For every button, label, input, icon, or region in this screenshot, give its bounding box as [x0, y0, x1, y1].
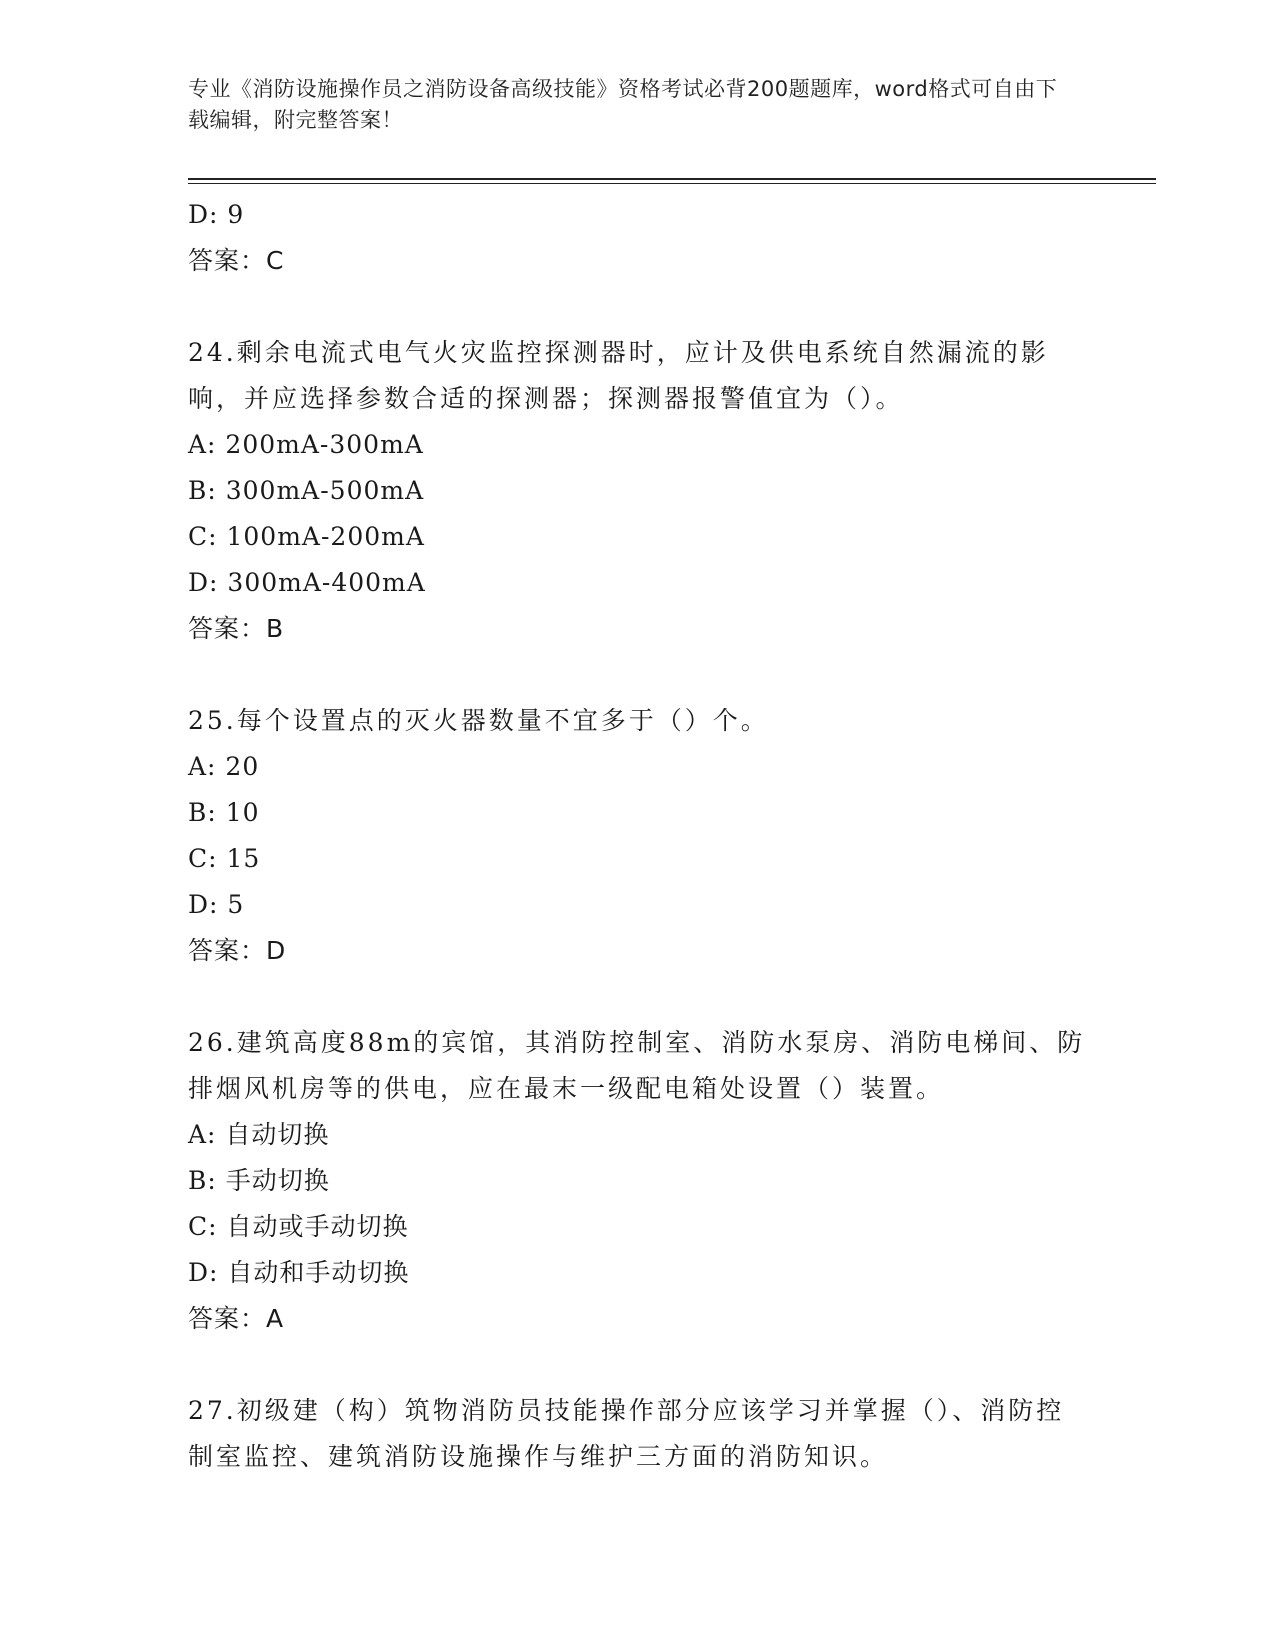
option-a: A: 20	[188, 752, 260, 781]
option-b: B: 手动切换	[188, 1166, 330, 1195]
question-27	[188, 1388, 1088, 1480]
option-b: B: 10	[188, 798, 260, 827]
header-divider-thin	[188, 183, 1156, 184]
answer: 答案：D	[188, 936, 287, 965]
question-24	[188, 330, 1088, 652]
question-text: 27.初级建（构）筑物消防员技能操作部分应该学习并掌握（）、消防控制室监控、建筑消防设施操作与维护三方面的消防知识。	[188, 1396, 1065, 1471]
option-d: D: 300mA-400mA	[188, 568, 426, 597]
option-a: A: 自动切换	[188, 1120, 330, 1149]
header-divider	[188, 178, 1156, 180]
option-a: A: 200mA-300mA	[188, 430, 424, 459]
answer: 答案：C	[188, 246, 285, 275]
answer: 答案：B	[188, 614, 285, 643]
document-header: 专业《消防设施操作员之消防设备高级技能》资格考试必背200题题库，word格式可自由下载编辑，附完整答案！	[188, 77, 1058, 132]
answer: 答案：A	[188, 1304, 285, 1333]
option-b: B: 300mA-500mA	[188, 476, 425, 505]
option-d: D: 自动和手动切换	[188, 1258, 410, 1287]
option-d: D: 5	[188, 890, 245, 919]
question-26	[188, 1020, 1088, 1342]
question-text: 24.剩余电流式电气火灾监控探测器时，应计及供电系统自然漏流的影响，并应选择参数合适的探测器；探测器报警值宜为（）。	[188, 338, 1049, 413]
question-text: 26.建筑高度88m的宾馆，其消防控制室、消防水泵房、消防电梯间、防排烟风机房等的供电，应在最末一级配电箱处设置（）装置。	[188, 1028, 1086, 1103]
question-text: 25.每个设置点的灭火器数量不宜多于（）个。	[188, 706, 769, 735]
option-c: C: 15	[188, 844, 261, 873]
option-c: C: 100mA-200mA	[188, 522, 425, 551]
question-list	[188, 192, 1088, 1480]
option-c: C: 自动或手动切换	[188, 1212, 409, 1241]
option-d: D: 9	[188, 200, 245, 229]
question-25	[188, 698, 1088, 974]
